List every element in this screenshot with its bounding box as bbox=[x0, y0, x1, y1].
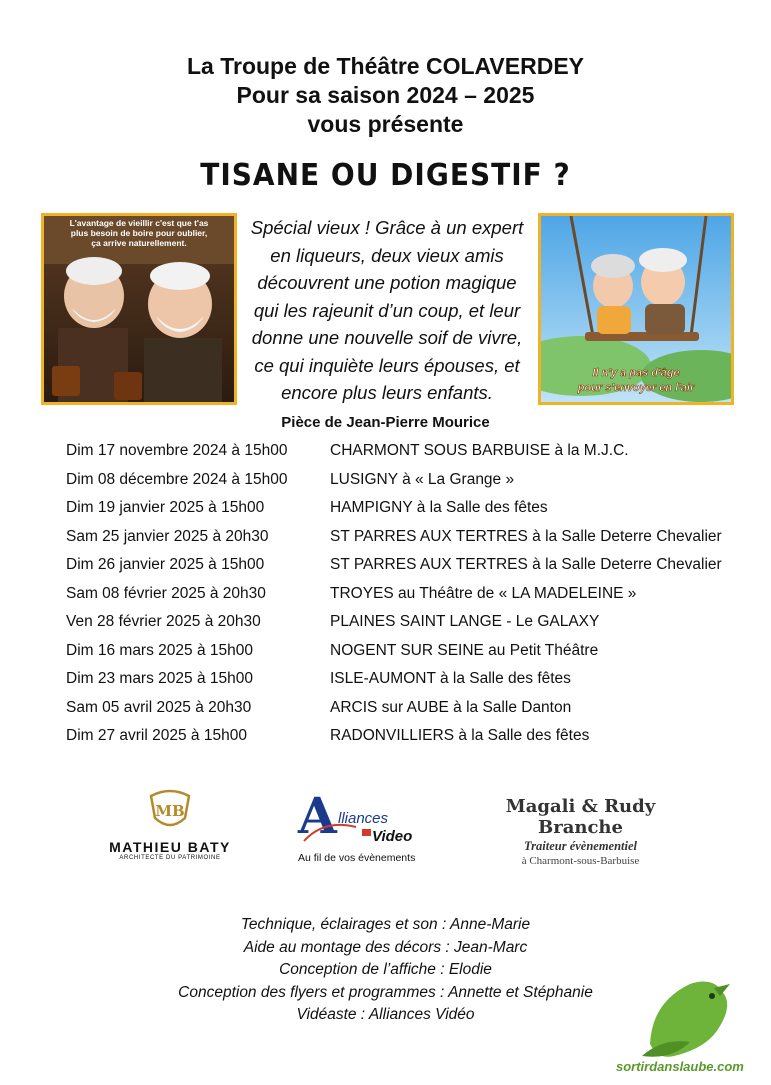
watermark-text: sortirdanslaube.com bbox=[616, 1059, 744, 1074]
svg-text:Video: Video bbox=[372, 828, 413, 845]
credit-line: Technique, éclairages et son : Anne-Marie bbox=[240, 916, 531, 933]
baty-emblem-icon bbox=[145, 788, 195, 832]
credit-line: Conception de l’affiche : Elodie bbox=[279, 961, 492, 978]
schedule-row bbox=[0, 437, 771, 466]
schedule-row bbox=[0, 551, 771, 580]
season-line: Pour sa saison 2024 – 2025 bbox=[236, 82, 535, 108]
performance-date: Dim 08 décembre 2024 à 15h00 bbox=[66, 470, 288, 488]
branche-subtitle: Traiteur évènementiel bbox=[523, 839, 638, 853]
watermark-sortirdanslaube bbox=[612, 972, 771, 1080]
synopsis-line: découvrent une potion magique bbox=[257, 272, 517, 293]
schedule-row bbox=[0, 722, 771, 751]
performance-venue: HAMPIGNY à la Salle des fêtes bbox=[330, 499, 548, 516]
svg-text:Au fil de vos évènements: Au fil de vos évènements bbox=[298, 852, 416, 864]
schedule-row bbox=[0, 523, 771, 552]
performance-venue: PLAINES SAINT LANGE - Le GALAXY bbox=[330, 613, 600, 630]
schedule-row bbox=[0, 637, 771, 666]
presents-line: vous présente bbox=[307, 111, 464, 137]
performance-venue: ST PARRES AUX TERTRES à la Salle Deterre Chevalier bbox=[330, 556, 722, 573]
performance-venue: LUSIGNY à « La Grange » bbox=[330, 470, 515, 488]
performance-date: Dim 27 avril 2025 à 15h00 bbox=[66, 727, 247, 744]
credit-line: Conception des flyers et programmes : Annette et Stéphanie bbox=[178, 983, 593, 1001]
play-title: TISANE OU DIGESTIF ? bbox=[200, 156, 571, 193]
synopsis-line: Spécial vieux ! Grâce à un expert bbox=[250, 217, 524, 238]
performance-date: Dim 17 novembre 2024 à 15h00 bbox=[66, 442, 288, 459]
left-photo-caption: plus besoin de boire pour oublier, bbox=[70, 228, 208, 238]
performance-venue: RADONVILLIERS à la Salle des fêtes bbox=[330, 727, 590, 744]
synopsis-line: en liqueurs, deux vieux amis bbox=[270, 244, 504, 266]
troupe-name: La Troupe de Théâtre COLAVERDEY bbox=[186, 53, 585, 79]
performance-date: Ven 28 février 2025 à 20h30 bbox=[66, 613, 261, 630]
performance-date: Dim 16 mars 2025 à 15h00 bbox=[66, 641, 253, 659]
schedule-row bbox=[0, 580, 771, 609]
synopsis bbox=[238, 214, 536, 407]
svg-text:lliances: lliances bbox=[338, 810, 389, 827]
baty-name: MATHIEU BATY bbox=[109, 839, 231, 855]
credit-line: Vidéaste : Alliances Vidéo bbox=[296, 1006, 475, 1023]
branche-location: à Charmont-sous-Barbuise bbox=[521, 855, 640, 867]
schedule-row bbox=[0, 608, 771, 637]
performance-date: Sam 08 février 2025 à 20h30 bbox=[66, 584, 266, 602]
credit-line: Aide au montage des décors : Jean-Marc bbox=[243, 938, 528, 956]
svg-text:A: A bbox=[298, 786, 337, 845]
photo-old-couple-swing bbox=[538, 213, 734, 405]
performance-date: Sam 05 avril 2025 à 20h30 bbox=[66, 698, 252, 716]
schedule-row bbox=[0, 494, 771, 523]
performance-venue: TROYES au Théâtre de « LA MADELEINE » bbox=[330, 584, 637, 602]
performance-venue: NOGENT SUR SEINE au Petit Théâtre bbox=[330, 641, 599, 659]
left-photo-caption: L'avantage de vieillir c'est que t'as bbox=[69, 218, 209, 228]
schedule-row bbox=[0, 466, 771, 495]
performance-date: Dim 23 mars 2025 à 15h00 bbox=[66, 670, 253, 687]
sponsor-logo-alliances-video bbox=[294, 783, 434, 869]
performance-date: Dim 19 janvier 2025 à 15h00 bbox=[66, 499, 265, 516]
baty-subtitle: ARCHITECTE DU PATRIMOINE bbox=[119, 855, 221, 861]
sponsor-logo-branche-traiteur bbox=[468, 796, 693, 867]
schedule-row bbox=[0, 665, 771, 694]
sponsor-logo-mathieu-baty bbox=[100, 788, 240, 868]
performance-venue: CHARMONT SOUS BARBUISE à la M.J.C. bbox=[330, 442, 629, 459]
svg-text:MB: MB bbox=[155, 802, 185, 820]
photo-two-old-men-laughing bbox=[41, 213, 237, 405]
poster-header bbox=[0, 52, 771, 139]
performance-venue: ST PARRES AUX TERTRES à la Salle Deterre Chevalier bbox=[330, 527, 722, 545]
right-photo-caption: pour s'envoyer en l'air bbox=[577, 382, 695, 394]
schedule-row bbox=[0, 694, 771, 723]
performance-venue: ARCIS sur AUBE à la Salle Danton bbox=[330, 698, 572, 716]
performance-date: Sam 25 janvier 2025 à 20h30 bbox=[66, 527, 269, 545]
synopsis-line: ce qui inquiète leurs épouses, et bbox=[254, 354, 520, 376]
performance-venue: ISLE-AUMONT à la Salle des fêtes bbox=[330, 670, 571, 687]
performance-date: Dim 26 janvier 2025 à 15h00 bbox=[66, 556, 265, 573]
right-photo-caption: Il n'y a pas d'âge bbox=[592, 367, 680, 379]
synopsis-line: encore plus leurs enfants. bbox=[281, 382, 493, 403]
performance-schedule bbox=[0, 437, 771, 751]
synopsis-line: qui les rajeunit d’un coup, et leur bbox=[253, 299, 521, 321]
synopsis-line: donne une nouvelle soif de vivre, bbox=[251, 327, 523, 348]
left-photo-caption: ça arrive naturellement. bbox=[91, 238, 187, 248]
play-author: Pièce de Jean-Pierre Mourice bbox=[281, 414, 490, 431]
branche-name: Magali & Rudy Branche bbox=[505, 796, 656, 838]
